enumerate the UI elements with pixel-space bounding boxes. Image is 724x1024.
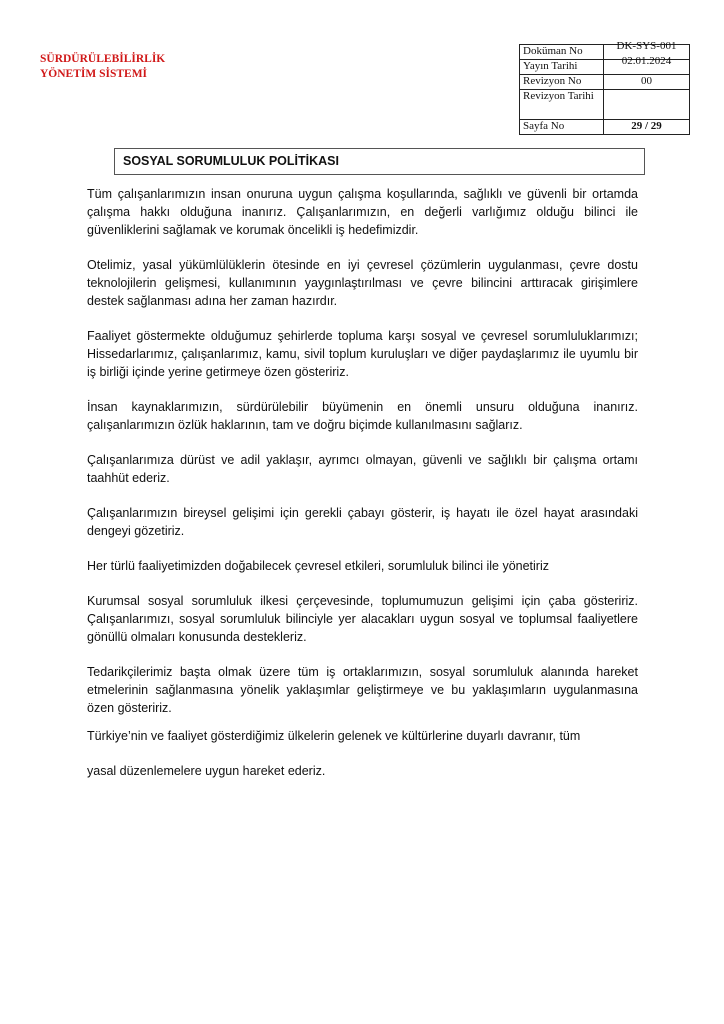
paragraph: Tedarikçilerimiz başta olmak üzere tüm iş ortaklarımızın, sosyal sorumluluk alanında hareket etmelerinin sağlanmasına yönelik yaklaşımlar geliştirmeye ve bu yaklaşımların uygulanmasına özen gösteririz. xyxy=(87,665,638,715)
paragraph: Her türlü faaliyetimizden doğabilecek çevresel etkileri, sorumluluk bilinci ile yönetiriz xyxy=(87,559,549,573)
paragraph: yasal düzenlemelere uygun hareket ederiz. xyxy=(87,764,326,778)
paragraph: Faaliyet göstermekte olduğumuz şehirlerde topluma karşı sosyal ve çevresel sorumluluklarımızı; Hissedarlarımız, çalışanlarımız, kamu, sivil toplum kuruluşları ve diğer paydaşlarımız ile uyumlu bir iş birliği içinde yerine getirmeye özen gösteririz. xyxy=(87,329,638,379)
brand-logo-text xyxy=(40,52,165,82)
page-no-label: Sayfa No xyxy=(520,120,604,135)
revision-date-value xyxy=(604,90,690,120)
paragraph: İnsan kaynaklarımızın, sürdürülebilir büyümenin en önemli unsuru olduğuna inanırız. çalışanlarımızın özlük haklarının, tam ve doğru biçimde kullanılmasını sağlarız. xyxy=(87,400,638,432)
paragraph: Otelimiz, yasal yükümlülüklerin ötesinde en iyi çevresel çözümlerin uygulanması, çevre dostu teknolojilerin gelişmesi, kullanımının yaygınlaştırılması ve çevre bilincini arttıracak girişimlere destek sağlanması adına her zaman hazırdır. xyxy=(87,258,638,308)
paragraph: Tüm çalışanlarımızın insan onuruna uygun çalışma koşullarında, sağlıklı ve güvenli bir ortamda çalışma hakkı olduğuna inanırız. Çalışanlarımızın, en değerli varlığımız olduğu bilinci ile güvenliklerini sağlamak ve korumak öncelikli iş hedefimizdir. xyxy=(87,187,638,237)
page-no-value: 29 / 29 xyxy=(604,120,690,135)
doc-number-label: Doküman No xyxy=(520,45,604,60)
doc-info-row-revision-date xyxy=(520,90,690,120)
revision-no-value: 00 xyxy=(604,75,690,90)
policy-title: SOSYAL SORUMLULUK POLİTİKASI xyxy=(123,154,339,168)
revision-date-label: Revizyon Tarihi xyxy=(520,90,604,120)
paragraph: Kurumsal sosyal sorumluluk ilkesi çerçevesinde, toplumumuzun gelişimi için çaba gösteririz. Çalışanlarımızı, sosyal sorumluluk bilinciyle yer alacakları uygun sosyal ve toplumsal faaliyetlere gönüllü olmaları konusunda destekleriz. xyxy=(87,594,638,644)
brand-line-2: YÖNETİM SİSTEMİ xyxy=(40,68,148,80)
document-info-table xyxy=(519,40,690,135)
doc-info-row-page xyxy=(520,120,690,135)
policy-title-box xyxy=(114,148,645,175)
publish-date-label: Yayın Tarihi xyxy=(520,60,604,75)
doc-info-row-publish-date xyxy=(520,60,690,75)
revision-no-label: Revizyon No xyxy=(520,75,604,90)
publish-date-value: 02.01.2024 xyxy=(604,55,690,70)
paragraph: Türkiye’nin ve faaliyet gösterdiğimiz ülkelerin gelenek ve kültürlerine duyarlı davranır, tüm xyxy=(87,729,581,743)
policy-body xyxy=(87,185,638,797)
doc-number-value: DK-SYS-001 xyxy=(604,40,690,55)
doc-info-row-revision-no xyxy=(520,75,690,90)
brand-line-1: SÜRDÜRÜLEBİLİRLİK xyxy=(40,53,166,65)
paragraph: Çalışanlarımızın bireysel gelişimi için gerekli çabayı gösterir, iş hayatı ile özel hayat arasındaki dengeyi gözetiriz. xyxy=(87,506,638,538)
paragraph: Çalışanlarımıza dürüst ve adil yaklaşır, ayrımcı olmayan, güvenli ve sağlıklı bir çalışma ortamı taahhüt ederiz. xyxy=(87,453,638,485)
